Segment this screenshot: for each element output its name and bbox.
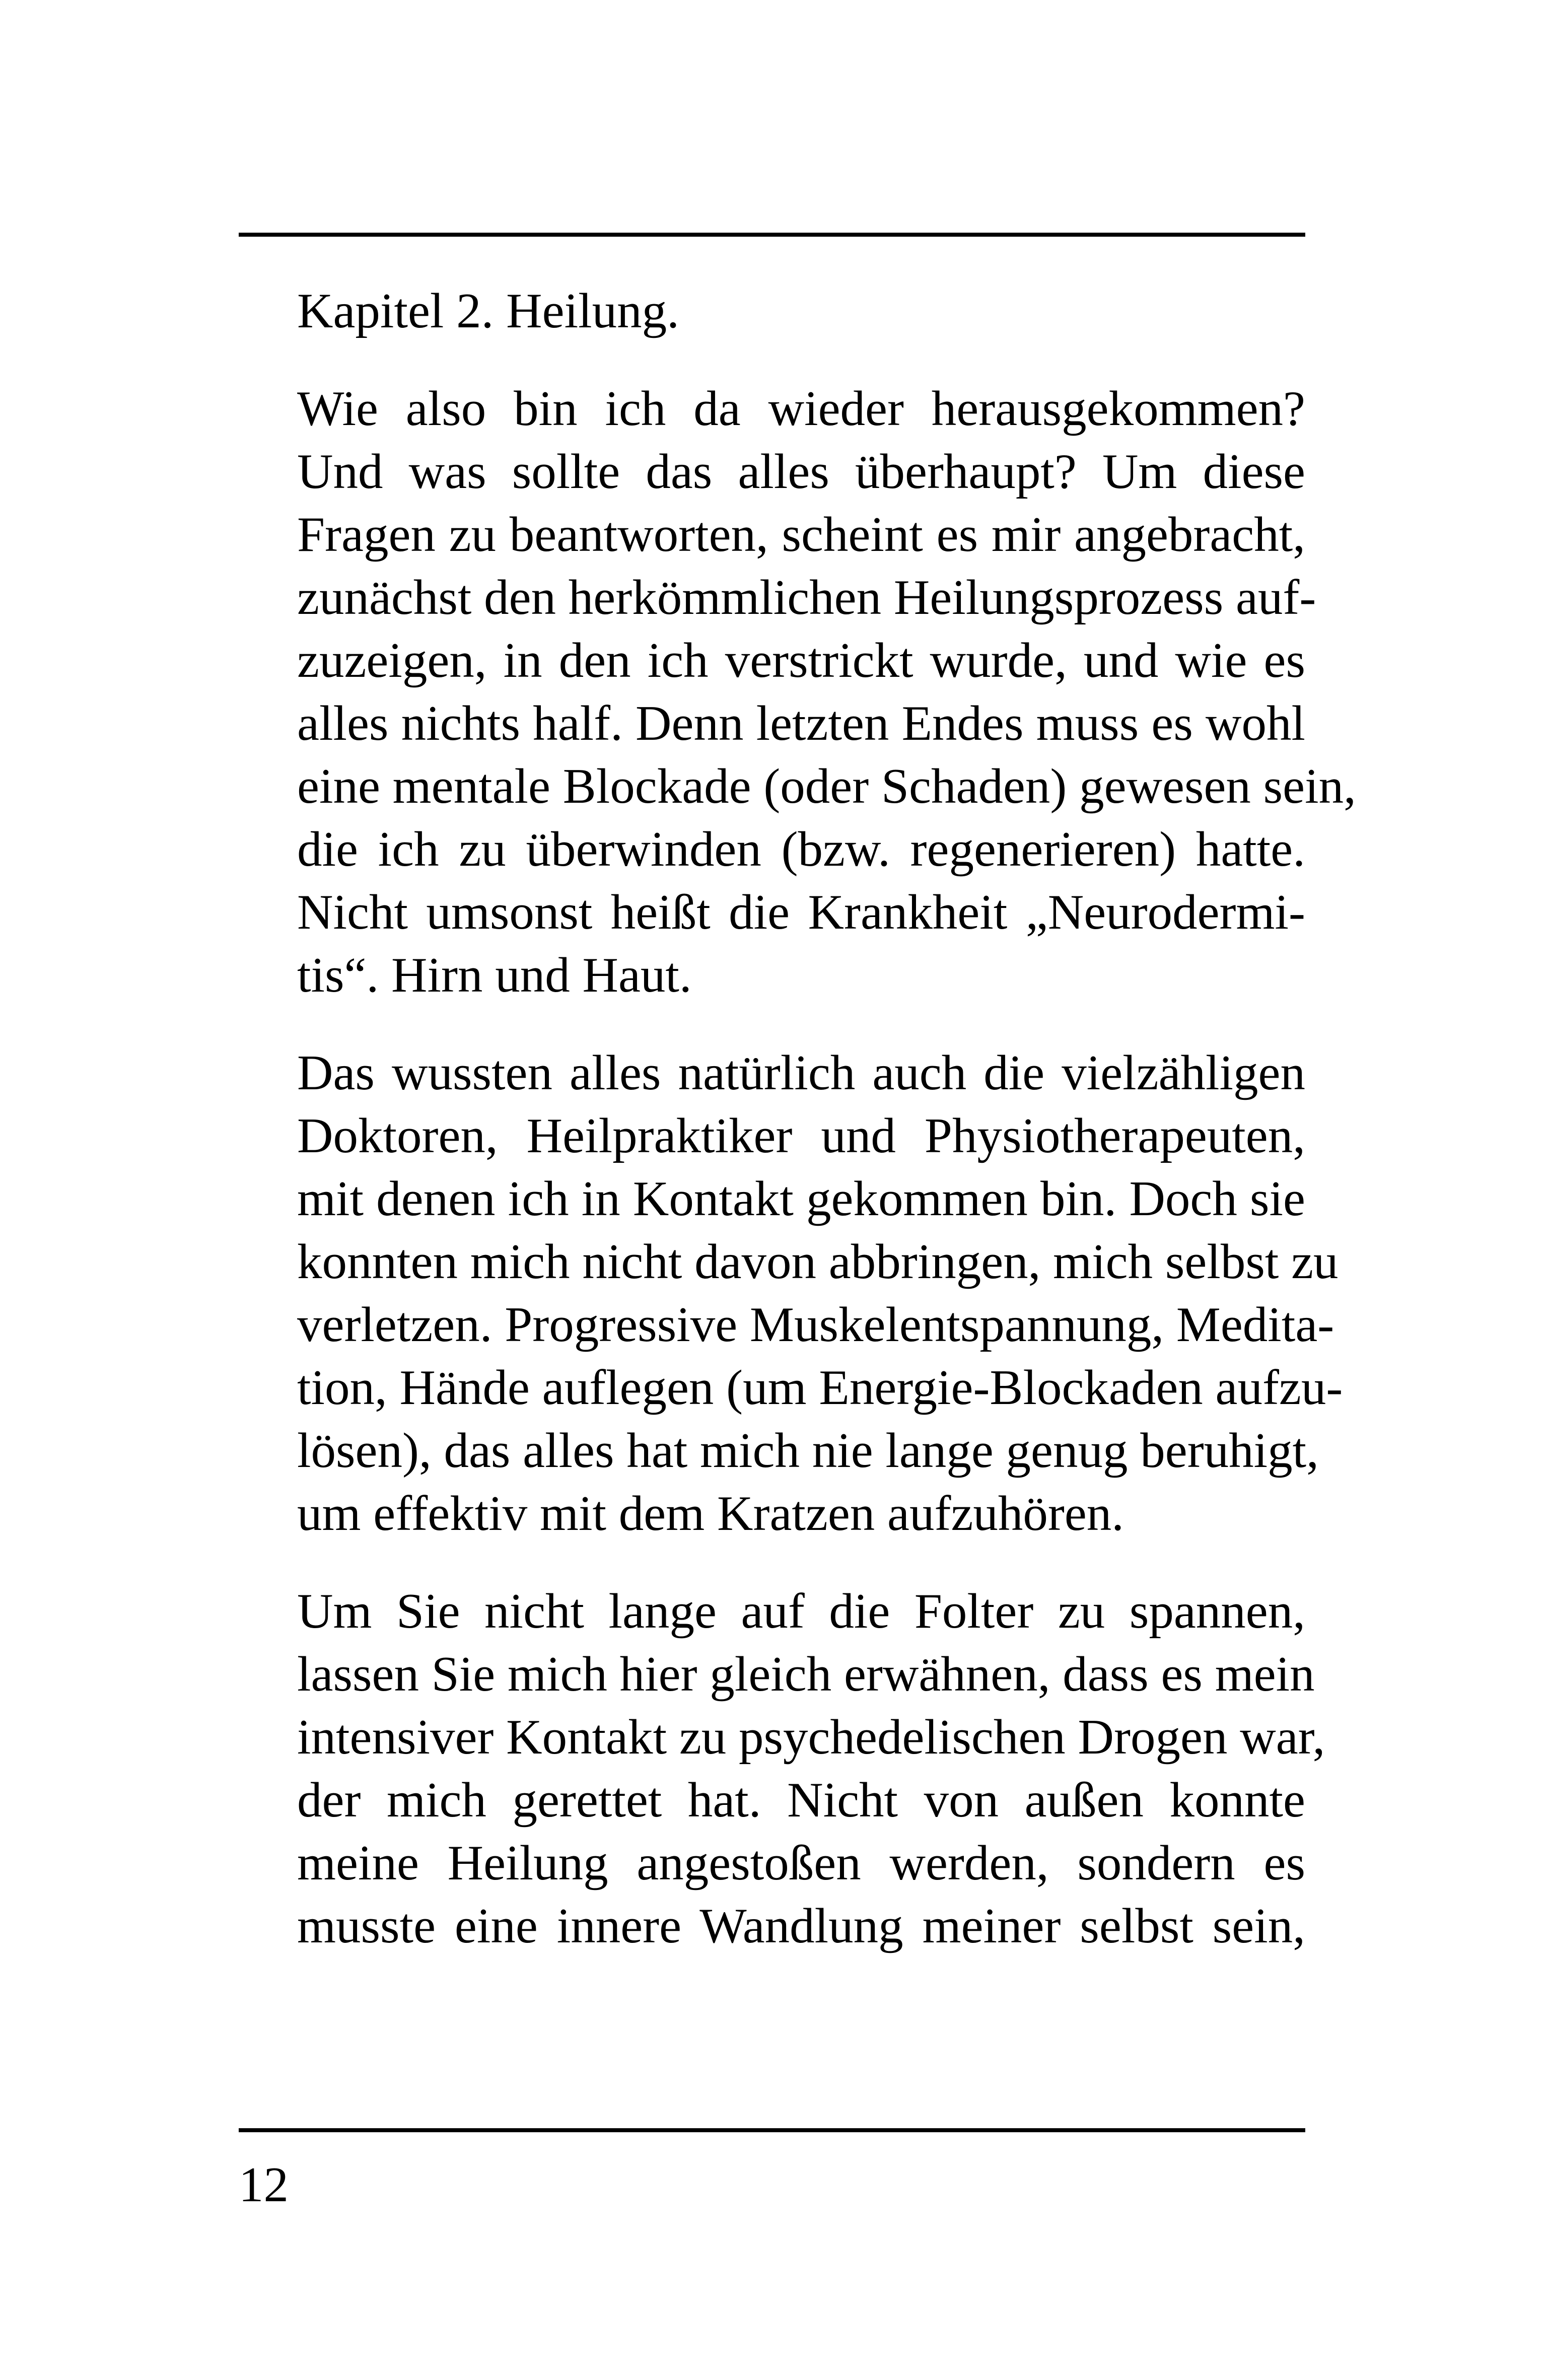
text-line: lösen), das alles hat mich nie lange genug beruhigt, bbox=[297, 1423, 1319, 1478]
text-line: Wie also bin ich da wieder herausgekommen? bbox=[297, 381, 1305, 436]
text-line: tis“. Hirn und Haut. bbox=[297, 948, 692, 1003]
text-line: lassen Sie mich hier gleich erwähnen, dass es mein bbox=[297, 1647, 1315, 1702]
header-rule bbox=[239, 233, 1305, 237]
text-line: um effektiv mit dem Kratzen aufzuhören. bbox=[297, 1486, 1124, 1541]
text-line: Und was sollte das alles überhaupt? Um diese bbox=[297, 444, 1305, 499]
text-line: Um Sie nicht lange auf die Folter zu spannen, bbox=[297, 1584, 1305, 1639]
text-line: zunächst den herkömmlichen Heilungsprozess auf- bbox=[297, 570, 1316, 625]
paragraph-3 bbox=[239, 1580, 1325, 1957]
text-line: tion, Hände auflegen (um Energie-Blockaden aufzu- bbox=[297, 1360, 1343, 1415]
text-line: mit denen ich in Kontakt gekommen bin. Doch sie bbox=[297, 1171, 1305, 1226]
paragraph-1 bbox=[239, 377, 1356, 1007]
text-line: musste eine innere Wandlung meiner selbst sein, bbox=[297, 1899, 1305, 1953]
page-number: 12 bbox=[239, 2157, 289, 2212]
text-line: meine Heilung angestoßen werden, sondern es bbox=[297, 1836, 1305, 1891]
text-line: alles nichts half. Denn letzten Endes muss es wohl bbox=[297, 696, 1305, 751]
text-line: eine mentale Blockade (oder Schaden) gewesen sein, bbox=[297, 759, 1356, 814]
body-text bbox=[239, 279, 1356, 1957]
text-line: intensiver Kontakt zu psychedelischen Drogen war, bbox=[297, 1710, 1325, 1765]
paragraph-2 bbox=[239, 1041, 1343, 1545]
text-line: zuzeigen, in den ich verstrickt wurde, und wie es bbox=[297, 633, 1305, 688]
text-line: Das wussten alles natürlich auch die vielzähligen bbox=[297, 1045, 1305, 1100]
text-line: der mich gerettet hat. Nicht von außen konnte bbox=[297, 1773, 1305, 1828]
text-line: konnten mich nicht davon abbringen, mich selbst zu bbox=[297, 1234, 1339, 1289]
text-line: die ich zu überwinden (bzw. regenerieren) hatte. bbox=[297, 822, 1305, 877]
text-line: Nicht umsonst heißt die Krankheit „Neurodermi- bbox=[297, 885, 1305, 940]
text-line: Fragen zu beantworten, scheint es mir angebracht, bbox=[297, 507, 1305, 562]
footer-rule bbox=[239, 2128, 1305, 2132]
text-line: Doktoren, Heilpraktiker und Physiotherapeuten, bbox=[297, 1108, 1305, 1163]
chapter-title: Kapitel 2. Heilung. bbox=[297, 284, 679, 338]
text-line: verletzen. Progressive Muskelentspannung, Medita- bbox=[297, 1297, 1334, 1352]
